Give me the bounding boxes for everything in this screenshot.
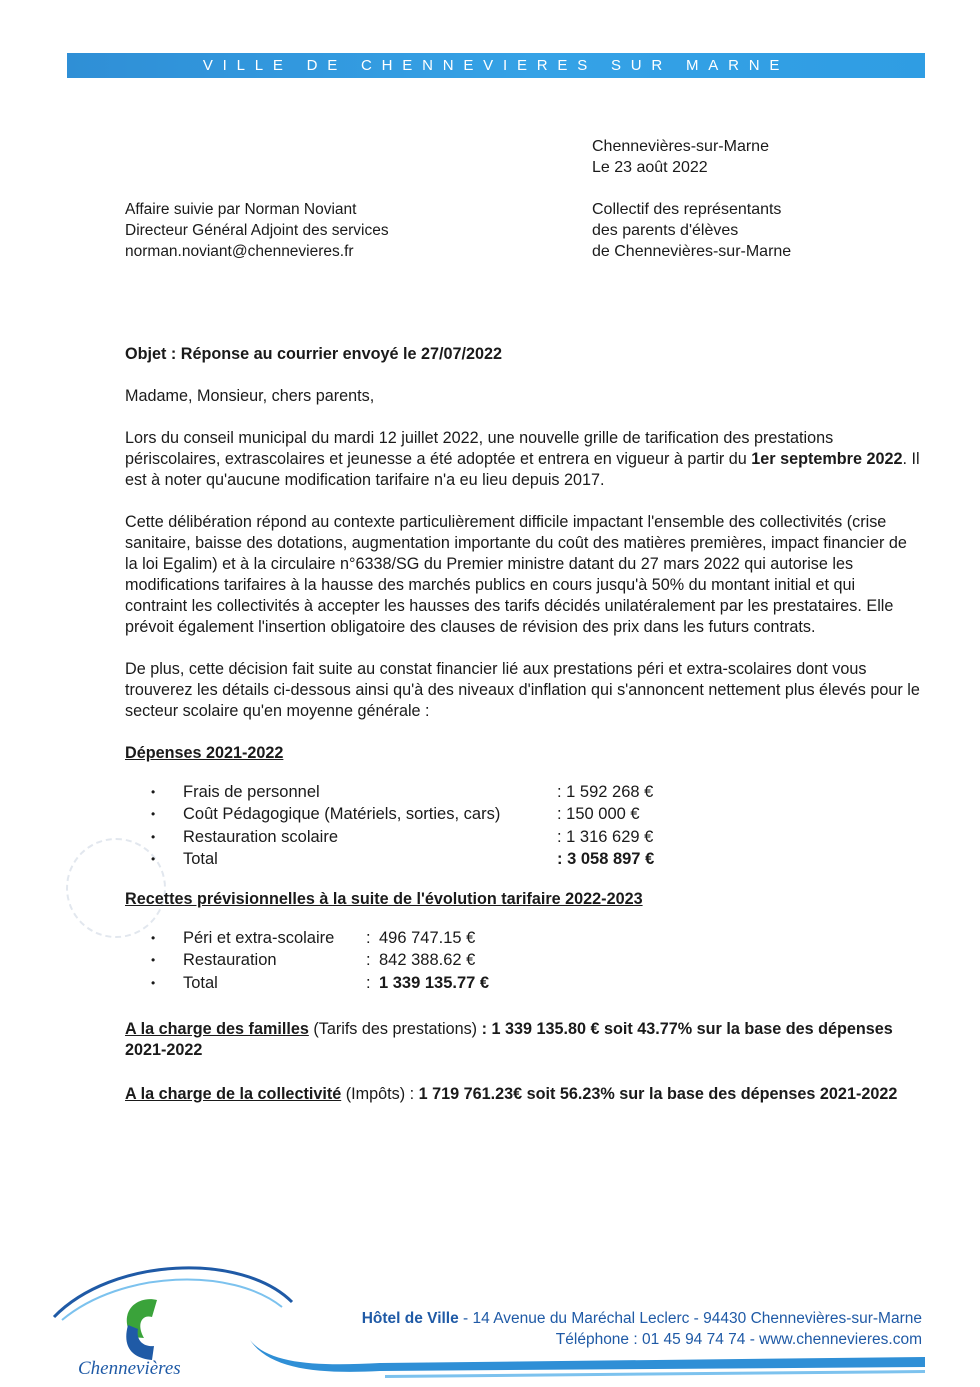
- paragraph-1-text-a: Lors du conseil municipal du mardi 12 juillet 2022, une nouvelle grille de tarification des prestations périscolaires, extrascolaires et jeunesse a été adoptée et entrera en vigueur à partir du: [125, 429, 834, 468]
- bullet: •: [151, 975, 156, 990]
- list-item: [125, 927, 920, 950]
- charge-familles-title: A la charge des familles: [125, 1019, 309, 1038]
- charge-collectivite-paren: (Impôts) :: [341, 1084, 419, 1103]
- paragraph-2: Cette délibération répond au contexte particulièrement difficile impactant l'ensemble des collectivités (crise sanitaire, baisse des dotations, augmentation importante du coût des matières premières, impact financier de la loi Egalim) et à la circulaire n°6338/SG du Premier ministre datant du 27 mars 2022 qui autorise les modifications tarifaires à la hausse des marchés publics en cours jusqu'à 50% du montant initial et qui contraint les collectivités à accepter les hausses des tarifs décidés unilatéralement par les prestataires. Elle prévoit également l'insertion obligatoire des clauses de révision des prix dans les futurs contrats.: [125, 513, 907, 636]
- recipient-block: [592, 199, 791, 262]
- letter-body: [125, 344, 920, 1126]
- charge-familles-paren: (Tarifs des prestations): [308, 1019, 482, 1038]
- charge-collectivite-title: A la charge de la collectivité: [125, 1084, 342, 1103]
- salutation: Madame, Monsieur, chers parents,: [125, 387, 375, 405]
- item-label: Restauration scolaire: [183, 827, 338, 846]
- item-value: : 1 316 629 €: [557, 827, 654, 846]
- recipient-line-2: des parents d'élèves: [592, 222, 739, 239]
- item-value: : 1 592 268 €: [557, 782, 654, 801]
- logo-text: Chennevières: [78, 1358, 181, 1379]
- footer-contact: [362, 1308, 922, 1350]
- subject-line: Objet : Réponse au courrier envoyé le 27/07/2022: [125, 345, 502, 363]
- paragraph-3: De plus, cette décision fait suite au constat financier lié aux prestations péri et extra-scolaires dont vous trouverez les détails ci-dessous ainsi qu'à des niveaux d'inflation qui s'annoncent nettement plus élevés pour le secteur scolaire qu'en moyenne générale :: [125, 660, 920, 720]
- item-label: Coût Pédagogique (Matériels, sorties, cars): [183, 805, 501, 824]
- list-item: [125, 804, 920, 827]
- item-value: : 150 000 €: [557, 805, 640, 824]
- sender-email: norman.noviant@chennevieres.fr: [125, 243, 354, 260]
- bullet: •: [151, 930, 156, 945]
- sender-line-1: Affaire suivie par Norman Noviant: [125, 201, 357, 218]
- list-item: [125, 781, 920, 804]
- bullet: •: [151, 953, 156, 968]
- bullet: •: [151, 784, 156, 799]
- bullet: •: [151, 807, 156, 822]
- item-value-total: 1 339 135.77 €: [379, 973, 490, 992]
- paragraph-1: [125, 428, 920, 491]
- place-city: Chennevières-sur-Marne: [592, 138, 769, 155]
- charge-collectivite-amount: 1 719 761.23€ soit 56.23% sur la base des dépenses 2021-2022: [418, 1084, 898, 1103]
- item-label: Frais de personnel: [183, 782, 320, 801]
- bullet: •: [151, 829, 156, 844]
- list-item: [125, 826, 920, 849]
- charge-collectivite: [125, 1084, 920, 1105]
- list-item: [125, 849, 920, 872]
- list-item: [125, 972, 920, 995]
- place-date-block: [592, 136, 769, 178]
- header-banner: VILLE DE CHENNEVIERES SUR MARNE: [67, 53, 925, 78]
- item-label: Péri et extra-scolaire: [183, 928, 335, 947]
- charge-familles: [125, 1019, 920, 1061]
- item-separator: :: [366, 928, 371, 947]
- item-separator: :: [366, 973, 371, 992]
- footer-phone: Téléphone : 01 45 94 74 74 - www.chennevieres.com: [555, 1331, 922, 1348]
- recipient-line-1: Collectif des représentants: [592, 201, 782, 218]
- bullet: •: [151, 852, 156, 867]
- paragraph-1-text-b: . Il est à noter qu'aucune modification tarifaire n'a eu lieu depuis 2017.: [125, 450, 920, 489]
- recipient-line-3: de Chennevières-sur-Marne: [592, 243, 792, 260]
- item-value-total: : 3 058 897 €: [557, 850, 655, 869]
- item-separator: :: [366, 951, 371, 970]
- item-value: 496 747.15 €: [379, 928, 476, 947]
- footer-address-line: [362, 1308, 922, 1329]
- recettes-heading: Recettes prévisionnelles à la suite de l'évolution tarifaire 2022-2023: [125, 890, 643, 908]
- item-label: Restauration: [183, 951, 277, 970]
- letter-date: Le 23 août 2022: [592, 159, 708, 176]
- list-item: [125, 950, 920, 973]
- item-label: Total: [183, 850, 218, 869]
- sender-line-2: Directeur Général Adjoint des services: [125, 222, 389, 239]
- sender-block: [125, 199, 389, 262]
- paragraph-1-bold-date: 1er septembre 2022: [751, 450, 903, 468]
- depenses-heading: Dépenses 2021-2022: [125, 744, 284, 762]
- recettes-list: [125, 927, 920, 995]
- charge-familles-amount: : 1 339 135.80 € soit 43.77% sur la base des dépenses 2021-2022: [125, 1019, 893, 1059]
- chennevieres-logo: [52, 1262, 372, 1387]
- footer-hotel: Hôtel de Ville: [361, 1310, 459, 1327]
- item-label: Total: [183, 973, 218, 992]
- item-value: 842 388.62 €: [379, 951, 476, 970]
- depenses-list: [125, 781, 920, 871]
- footer-address: - 14 Avenue du Maréchal Leclerc - 94430 Chennevières-sur-Marne: [458, 1310, 922, 1327]
